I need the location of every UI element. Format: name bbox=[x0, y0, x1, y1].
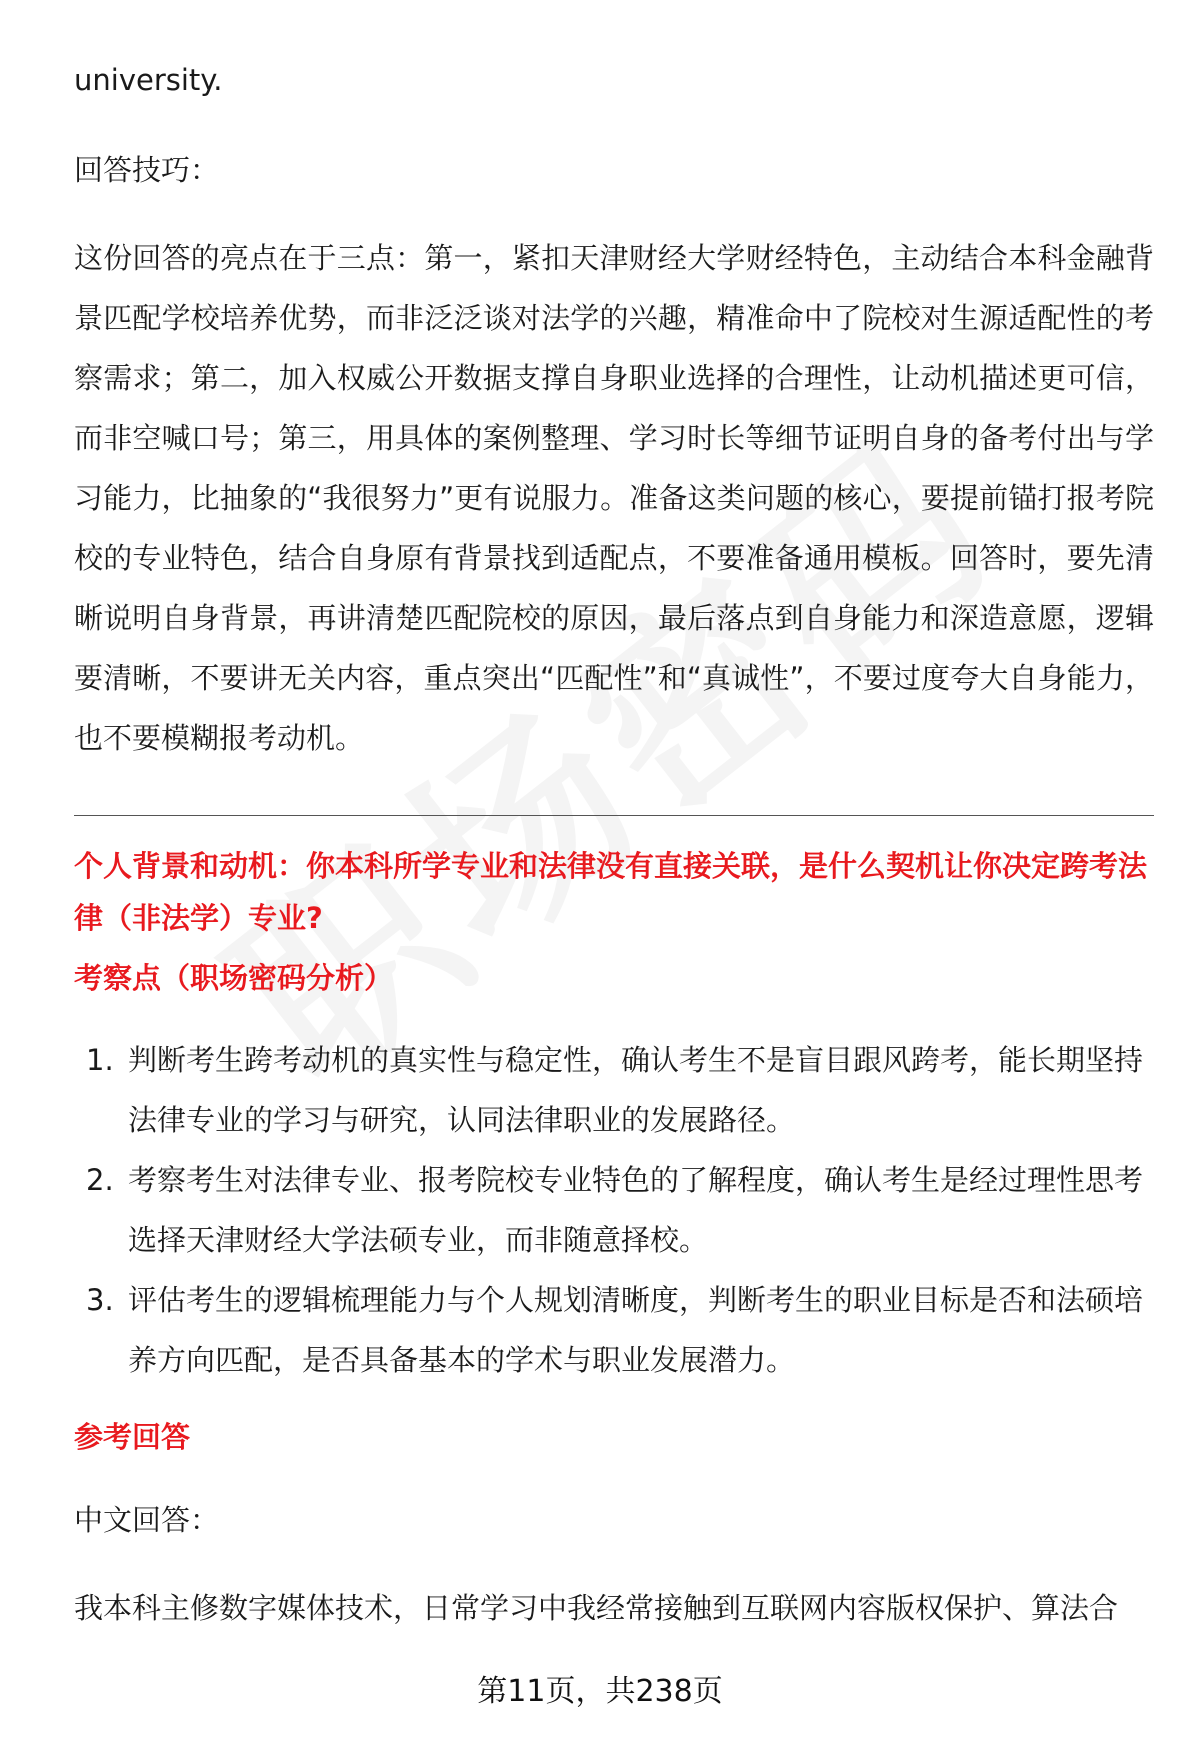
reference-title: 参考回答 bbox=[74, 1420, 191, 1454]
continued-text: university. bbox=[74, 63, 223, 97]
list-item-number: 3. bbox=[86, 1283, 114, 1317]
answer-text: 我本科主修数字媒体技术，日常学习中我经常接触到互联网内容版权保护、算法合 bbox=[74, 1591, 1119, 1625]
list-item-text: 判断考生跨考动机的真实性与稳定性，确认考生不是盲目跟风跨考，能长期坚持法律专业的学习与研究，认同法律职业的发展路径。 bbox=[128, 1043, 1144, 1137]
tips-label: 回答技巧： bbox=[74, 153, 220, 187]
analysis-title: 考察点（职场密码分析） bbox=[74, 961, 394, 995]
tips-body: 这份回答的亮点在于三点：第一，紧扣天津财经大学财经特色，主动结合本科金融背景匹配学校培养优势，而非泛泛谈对法学的兴趣，精准命中了院校对生源适配性的考察需求；第二，加入权威公开数据支撑自身职业选择的合理性，让动机描述更可信，而非空喊口号；第三，用具体的案例整理、学习时长等细节证明自身的备考付出与学习能力，比抽象的“我很努力”更有说服力。准备这类问题的核心，要提前锚打报考院校的专业特色，结合自身原有背景找到适配点，不要准备通用模板。回答时，要先清晰说明自身背景，再讲清楚匹配院校的原因，最后落点到自身能力和深造意愿，逻辑要清晰，不要讲无关内容，重点突出“匹配性”和“真诚性”，不要过度夸大自身能力，也不要模糊报考动机。 bbox=[74, 241, 1154, 755]
list-item-text: 评估考生的逻辑梳理能力与个人规划清晰度，判断考生的职业目标是否和法硕培养方向匹配，是否具备基本的学术与职业发展潜力。 bbox=[128, 1283, 1144, 1377]
list-item bbox=[74, 1150, 1154, 1270]
list-item-text: 考察考生对法律专业、报考院校专业特色的了解程度，确认考生是经过理性思考选择天津财经大学法硕专业，而非随意择校。 bbox=[128, 1163, 1144, 1257]
analysis-points bbox=[74, 1030, 1154, 1390]
question-title: 个人背景和动机：你本科所学专业和法律没有直接关联，是什么契机让你决定跨考法律（非法学）专业? bbox=[74, 849, 1148, 935]
list-item-number: 1. bbox=[86, 1043, 114, 1077]
list-item-number: 2. bbox=[86, 1163, 114, 1197]
list-item bbox=[74, 1030, 1154, 1150]
chinese-answer-label: 中文回答： bbox=[74, 1503, 220, 1537]
section-divider bbox=[74, 815, 1154, 816]
page-number: 第11页，共238页 bbox=[477, 1674, 723, 1709]
list-item bbox=[74, 1270, 1154, 1390]
